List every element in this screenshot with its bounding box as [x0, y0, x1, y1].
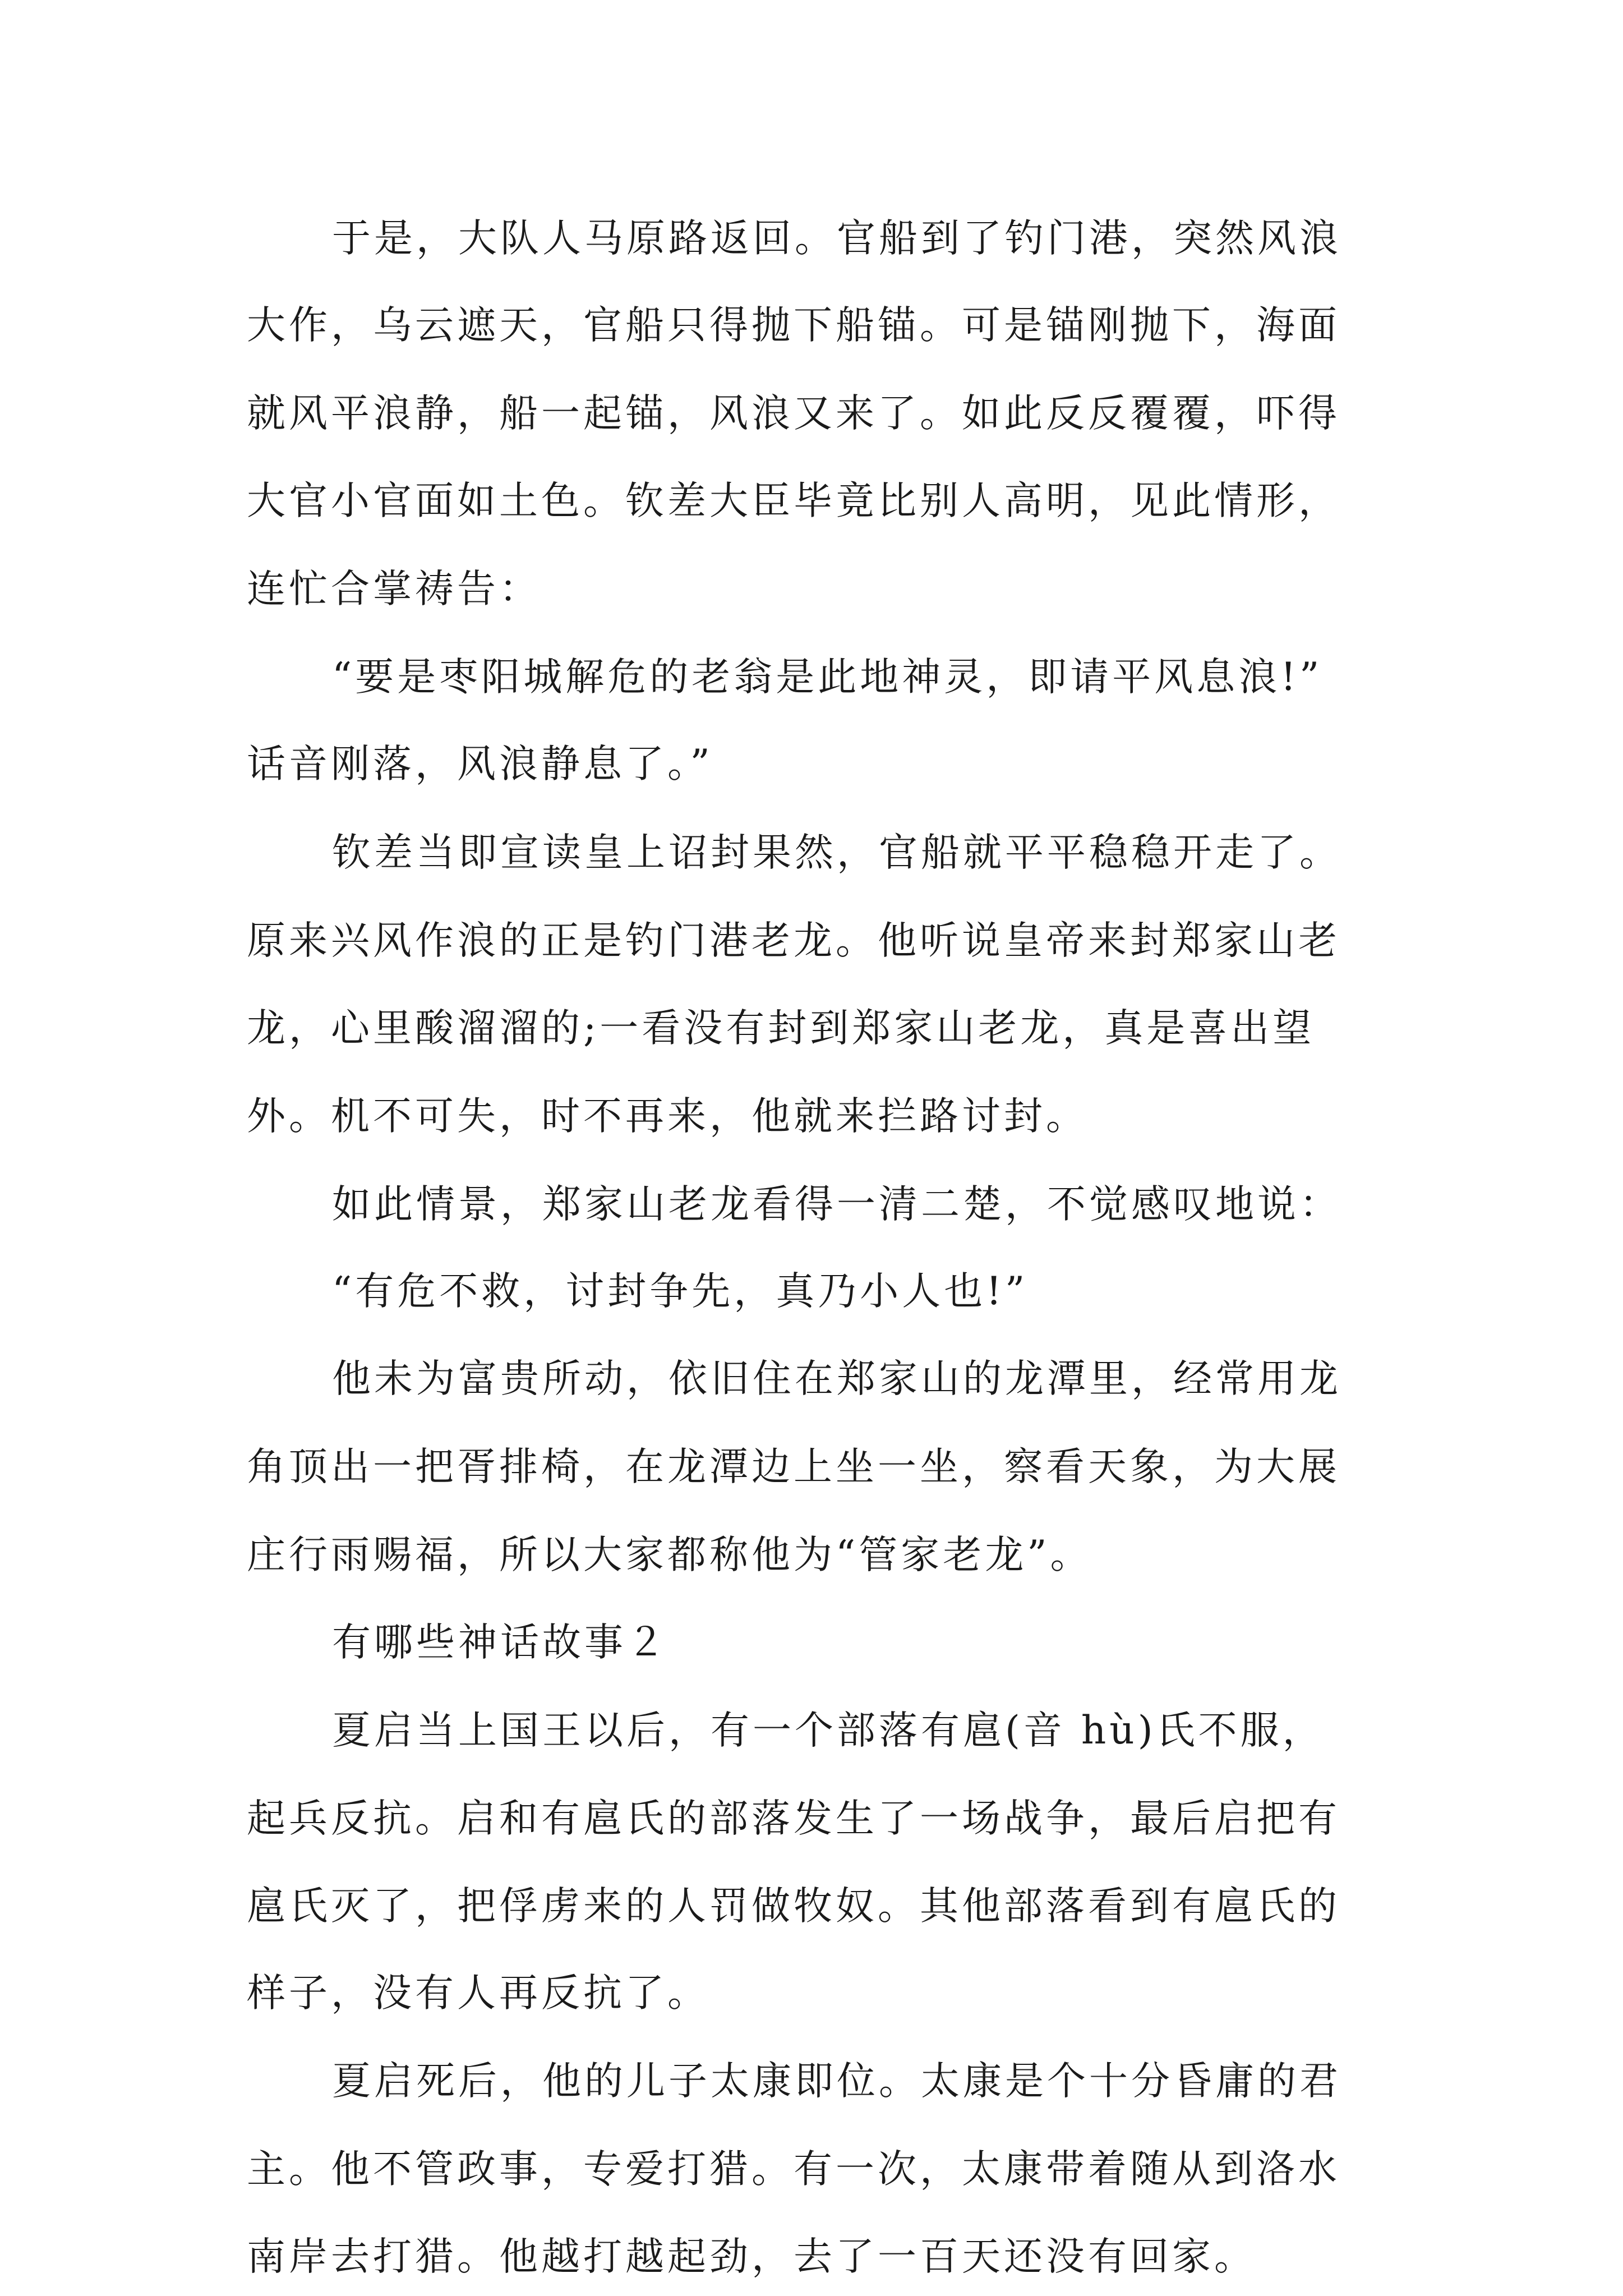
text-line-14: 他未为富贵所动，依旧住在郑家山的龙潭里，经常用龙: [332, 1356, 1341, 1401]
text-line-12: 如此情景，郑家山老龙看得一清二楚，不觉感叹地说：: [332, 1182, 1341, 1227]
text-line-8: 钦差当即宣读皇上诏封果然，官船就平平稳稳开走了。: [332, 830, 1341, 875]
text-line-21: 样子，没有人再反抗了。: [247, 1971, 709, 2016]
text-line-6: “要是枣阳城解危的老翁是此地神灵，即请平风息浪!”: [332, 655, 1323, 700]
text-line-20: 扈氏灭了，把俘虏来的人罚做牧奴。其他部落看到有扈氏的: [247, 1884, 1340, 1929]
text-line-5: 连忙合掌祷告：: [247, 567, 541, 611]
text-line-7: 话音刚落，风浪静息了。”: [247, 742, 713, 786]
text-line-18: 夏启当上国王以后，有一个部落有扈(音 hù)氏不服，: [332, 1708, 1325, 1753]
text-line-10: 龙，心里酸溜溜的;一看没有封到郑家山老龙，真是喜出望: [247, 1006, 1315, 1051]
text-line-15: 角顶出一把胥排椅，在龙潭边上坐一坐，察看天象，为大展: [247, 1444, 1340, 1489]
text-line-1: 于是，大队人马原路返回。官船到了钓门港，突然风浪: [332, 216, 1341, 261]
text-line-19: 起兵反抗。启和有扈氏的部落发生了一场战争，最后启把有: [247, 1796, 1340, 1841]
text-line-2: 大作，乌云遮天，官船只得抛下船锚。可是锚刚抛下，海面: [247, 303, 1340, 348]
text-line-24: 南岸去打猎。他越打越起劲，去了一百天还没有回家。: [247, 2234, 1256, 2279]
text-line-4: 大官小官面如土色。钦差大臣毕竟比别人高明，见此情形，: [247, 478, 1340, 523]
section-heading: 有哪些神话故事２: [332, 1620, 668, 1665]
text-line-13: “有危不救，讨封争先，真乃小人也!”: [332, 1269, 1029, 1314]
text-line-22: 夏启死后，他的儿子太康即位。太康是个十分昏庸的君: [332, 2059, 1341, 2104]
text-line-23: 主。他不管政事，专爱打猎。有一次，太康带着随从到洛水: [247, 2147, 1340, 2192]
text-line-11: 外。机不可失，时不再来，他就来拦路讨封。: [247, 1094, 1088, 1139]
text-line-3: 就风平浪静，船一起锚，风浪又来了。如此反反覆覆，吓得: [247, 391, 1340, 436]
text-line-9: 原来兴风作浪的正是钓门港老龙。他听说皇帝来封郑家山老: [247, 918, 1340, 963]
text-line-16: 庄行雨赐福，所以大家都称他为“管家老龙”。: [247, 1533, 1092, 1577]
